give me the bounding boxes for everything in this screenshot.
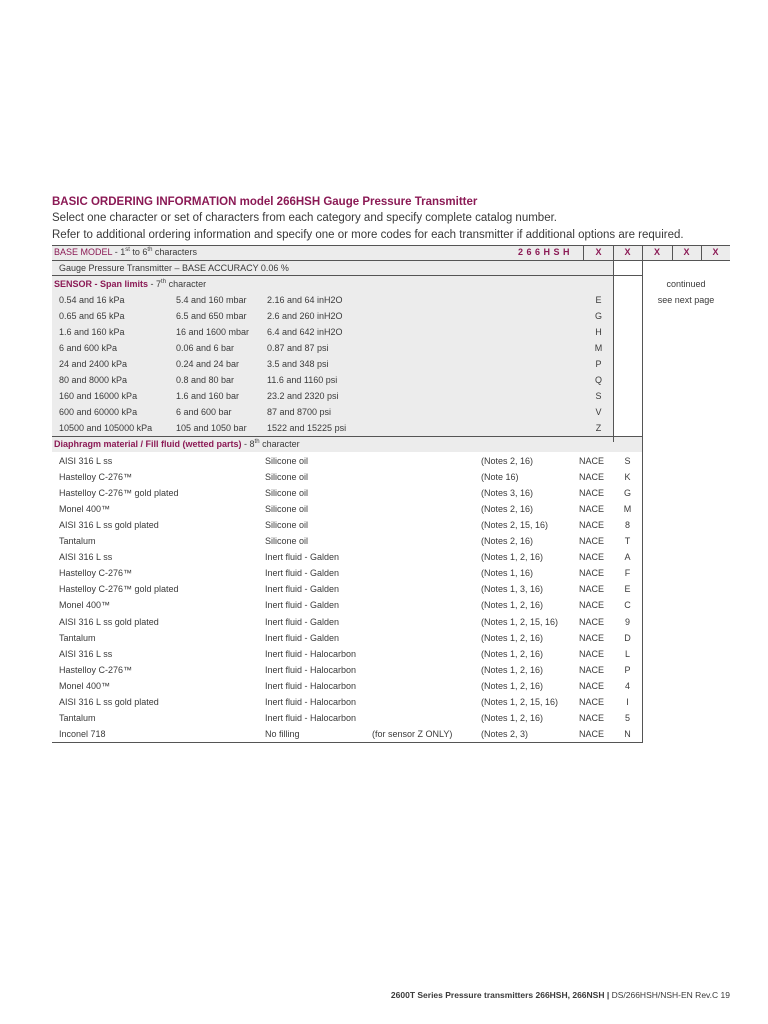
notes-reference: (Notes 1, 2, 15, 16) [481, 696, 559, 707]
span-kpa: 600 and 60000 kPa [59, 407, 138, 417]
char-number: 7 [156, 279, 162, 289]
span-other-unit: 11.6 and 1160 psi [267, 375, 338, 385]
span-other-unit: 3.5 and 348 psi [267, 359, 329, 369]
diaphragm-code: 4 [624, 680, 630, 691]
notes-reference: (Notes 1, 2, 16) [481, 552, 544, 563]
diaphragm-material: AISI 316 L ss [59, 456, 113, 466]
nace-label: NACE [579, 616, 605, 627]
fill-fluid: Silicone oil [265, 536, 309, 547]
fill-fluid: No filling [265, 728, 300, 739]
base-model-code: 2 6 6 H S H [518, 247, 571, 257]
sensor-heading [54, 279, 206, 290]
page-title: BASIC ORDERING INFORMATION model 266HSH Gauge Pressure Transmitter [52, 196, 478, 208]
diaphragm-material: Tantalum [59, 536, 96, 547]
intro-line-1: Select one character or set of characters from each category and specify complete catalog number. [52, 212, 557, 224]
diaphragm-material: Tantalum [59, 632, 96, 643]
nace-label: NACE [579, 520, 605, 531]
notes-reference: (Notes 2, 15, 16) [481, 520, 549, 531]
separator: - [148, 279, 157, 289]
span-mbar: 6 and 600 bar [176, 407, 232, 417]
notes-reference: (Notes 2, 3) [481, 728, 529, 739]
span-kpa: 0.65 and 65 kPa [59, 311, 125, 321]
sensor-code: S [595, 391, 602, 401]
rule [642, 245, 643, 743]
diaphragm-code: S [624, 456, 631, 466]
diaphragm-material: Tantalum [59, 712, 96, 723]
diaphragm-material: Hastelloy C-276™ [59, 472, 133, 483]
nace-label: NACE [579, 456, 605, 466]
nace-label: NACE [579, 600, 605, 611]
notes-reference: (Notes 1, 2, 16) [481, 632, 544, 643]
diaphragm-material: AISI 316 L ss gold plated [59, 520, 159, 531]
fill-fluid: Inert fluid - Halocarbon [265, 696, 357, 707]
footer-series: 2600T Series Pressure transmitters 266HSH, 266NSH | [390, 990, 610, 1000]
span-kpa: 160 and 16000 kPa [59, 391, 138, 401]
code-placeholder-x: X [683, 247, 690, 257]
fill-fluid: Silicone oil [265, 488, 309, 499]
rule [52, 260, 730, 261]
span-other-unit: 6.4 and 642 inH2O [267, 327, 343, 337]
span-mbar: 1.6 and 160 bar [176, 391, 240, 401]
diaphragm-material: AISI 316 L ss gold plated [59, 696, 159, 707]
notes-reference: (Notes 3, 16) [481, 488, 534, 499]
notes-reference: (Notes 2, 16) [481, 456, 534, 466]
rule [52, 245, 730, 246]
diaphragm-material: AISI 316 L ss [59, 648, 113, 659]
ordinal-suffix: th [147, 247, 153, 253]
diaphragm-code: 5 [624, 712, 630, 723]
span-kpa: 0.54 and 16 kPa [59, 295, 125, 305]
fill-fluid: Silicone oil [265, 456, 309, 466]
notes-reference: (Note 16) [481, 472, 519, 483]
diaphragm-material: Hastelloy C-276™ [59, 568, 133, 579]
nace-label: NACE [579, 728, 605, 739]
sensor-code: G [594, 311, 602, 321]
diaphragm-code: C [624, 600, 631, 611]
sensor-code: P [595, 359, 602, 369]
diaphragm-material: Monel 400™ [59, 680, 111, 691]
sensor-label: SENSOR - Span limits [54, 279, 149, 289]
ordinal-suffix: st [125, 247, 130, 253]
span-mbar: 0.24 and 24 bar [176, 359, 240, 369]
diaphragm-material: Monel 400™ [59, 504, 111, 515]
separator: - [241, 439, 250, 449]
notes-reference: (Notes 2, 16) [481, 504, 534, 515]
sensor-code: V [595, 407, 602, 417]
fill-fluid: Silicone oil [265, 520, 309, 531]
span-kpa: 10500 and 105000 kPa [59, 423, 153, 433]
base-model-description: Gauge Pressure Transmitter – BASE ACCURACY 0.06 % [59, 263, 289, 273]
character-text: character [259, 439, 300, 449]
diaphragm-code: L [624, 648, 630, 659]
nace-label: NACE [579, 648, 605, 659]
diaphragm-heading [54, 439, 300, 450]
span-other-unit: 1522 and 15225 psi [267, 423, 347, 433]
span-other-unit: 2.16 and 64 inH2O [267, 295, 343, 305]
nace-label: NACE [579, 632, 605, 643]
span-mbar: 105 and 1050 bar [176, 423, 247, 433]
notes-reference: (Notes 1, 3, 16) [481, 584, 544, 595]
fill-fluid: Inert fluid - Halocarbon [265, 712, 357, 723]
notes-reference: (Notes 1, 2, 16) [481, 680, 544, 691]
diaphragm-code: K [624, 472, 631, 483]
diaphragm-material: Inconel 718 [59, 728, 106, 739]
span-kpa: 6 and 600 kPa [59, 343, 118, 353]
span-other-unit: 0.87 and 87 psi [267, 343, 329, 353]
diaphragm-material: AISI 316 L ss [59, 552, 113, 563]
diaphragm-code: I [626, 696, 629, 707]
span-mbar: 0.06 and 6 bar [176, 343, 235, 353]
nace-label: NACE [579, 552, 605, 563]
nace-label: NACE [579, 504, 605, 515]
span-other-unit: 23.2 and 2320 psi [267, 391, 339, 401]
notes-reference: (Notes 1, 2, 16) [481, 648, 544, 659]
nace-label: NACE [579, 584, 605, 595]
rule [52, 436, 642, 437]
characters-text: characters [152, 247, 197, 257]
diaphragm-code: 9 [624, 616, 630, 627]
diaphragm-code: P [624, 664, 631, 675]
fill-fluid: Inert fluid - Halocarbon [265, 664, 357, 675]
span-mbar: 5.4 and 160 mbar [176, 295, 247, 305]
notes-reference: (Notes 1, 16) [481, 568, 534, 579]
code-placeholder-x: X [653, 247, 660, 257]
fill-fluid: Inert fluid - Galden [265, 584, 340, 595]
base-model-label: BASE MODEL [54, 247, 113, 257]
fill-fluid: Silicone oil [265, 472, 309, 483]
nace-label: NACE [579, 664, 605, 675]
fill-fluid: Inert fluid - Galden [265, 632, 340, 643]
diaphragm-material: AISI 316 L ss gold plated [59, 616, 159, 627]
diaphragm-code: T [624, 536, 631, 547]
separator: - [112, 247, 121, 257]
span-kpa: 80 and 8000 kPa [59, 375, 128, 385]
rule [52, 275, 642, 276]
code-placeholder-x: X [595, 247, 602, 257]
nace-label: NACE [579, 472, 605, 483]
sensor-restriction-note: (for sensor Z ONLY) [372, 728, 453, 739]
diaphragm-code: E [624, 584, 631, 595]
sensor-code: H [595, 327, 602, 337]
code-placeholder-x: X [712, 247, 719, 257]
ordinal-suffix: th [161, 279, 167, 285]
intro-line-2: Refer to additional ordering information and specify one or more codes for each transmitter if additional options are required. [52, 229, 684, 241]
diaphragm-code: A [624, 552, 631, 563]
span-other-unit: 2.6 and 260 inH2O [267, 311, 343, 321]
sensor-code: E [595, 295, 602, 305]
fill-fluid: Inert fluid - Galden [265, 616, 340, 627]
fill-fluid: Inert fluid - Halocarbon [265, 680, 357, 691]
span-kpa: 1.6 and 160 kPa [59, 327, 125, 337]
sensor-code: Q [594, 375, 602, 385]
continued-note: continued [666, 279, 706, 289]
notes-reference: (Notes 1, 2, 15, 16) [481, 616, 559, 627]
notes-reference: (Notes 1, 2, 16) [481, 600, 544, 611]
fill-fluid: Inert fluid - Halocarbon [265, 648, 357, 659]
fill-fluid: Inert fluid - Galden [265, 600, 340, 611]
fill-fluid: Silicone oil [265, 504, 309, 515]
diaphragm-material: Monel 400™ [59, 600, 111, 611]
diaphragm-code: N [624, 728, 631, 739]
notes-reference: (Notes 1, 2, 16) [481, 712, 544, 723]
to-text: to [129, 247, 143, 257]
sensor-code: Z [595, 423, 602, 433]
diaphragm-label: Diaphragm material / Fill fluid (wetted parts) [54, 439, 242, 449]
nace-label: NACE [579, 488, 605, 499]
diaphragm-code: M [623, 504, 632, 515]
fill-fluid: Inert fluid - Galden [265, 552, 340, 563]
diaphragm-code: F [624, 568, 631, 579]
diaphragm-material: Hastelloy C-276™ gold plated [59, 488, 179, 499]
nace-label: NACE [579, 712, 605, 723]
span-other-unit: 87 and 8700 psi [267, 407, 332, 417]
notes-reference: (Notes 1, 2, 16) [481, 664, 544, 675]
see-next-page-note: see next page [657, 295, 715, 305]
char-number: 8 [249, 439, 255, 449]
base-model-heading [54, 247, 197, 258]
diaphragm-code: G [623, 488, 631, 499]
page-footer [391, 990, 730, 1000]
footer-doc-ref: DS/266HSH/NSH-EN Rev.C 19 [609, 990, 730, 1000]
span-mbar: 16 and 1600 mbar [176, 327, 250, 337]
diaphragm-material: Hastelloy C-276™ gold plated [59, 584, 179, 595]
span-mbar: 6.5 and 650 mbar [176, 311, 247, 321]
diaphragm-code: 8 [624, 520, 630, 531]
span-kpa: 24 and 2400 kPa [59, 359, 128, 369]
nace-label: NACE [579, 568, 605, 579]
rule [613, 245, 614, 442]
nace-label: NACE [579, 536, 605, 547]
notes-reference: (Notes 2, 16) [481, 536, 534, 547]
character-text: character [166, 279, 207, 289]
nace-label: NACE [579, 680, 605, 691]
diaphragm-material: Hastelloy C-276™ [59, 664, 133, 675]
span-mbar: 0.8 and 80 bar [176, 375, 235, 385]
ordinal-suffix: th [254, 439, 260, 445]
rule [52, 742, 642, 743]
code-placeholder-x: X [624, 247, 631, 257]
char-number: 6 [142, 247, 148, 257]
nace-label: NACE [579, 696, 605, 707]
diaphragm-code: D [624, 632, 631, 643]
fill-fluid: Inert fluid - Galden [265, 568, 340, 579]
sensor-code: M [594, 343, 603, 353]
char-number: 1 [120, 247, 126, 257]
